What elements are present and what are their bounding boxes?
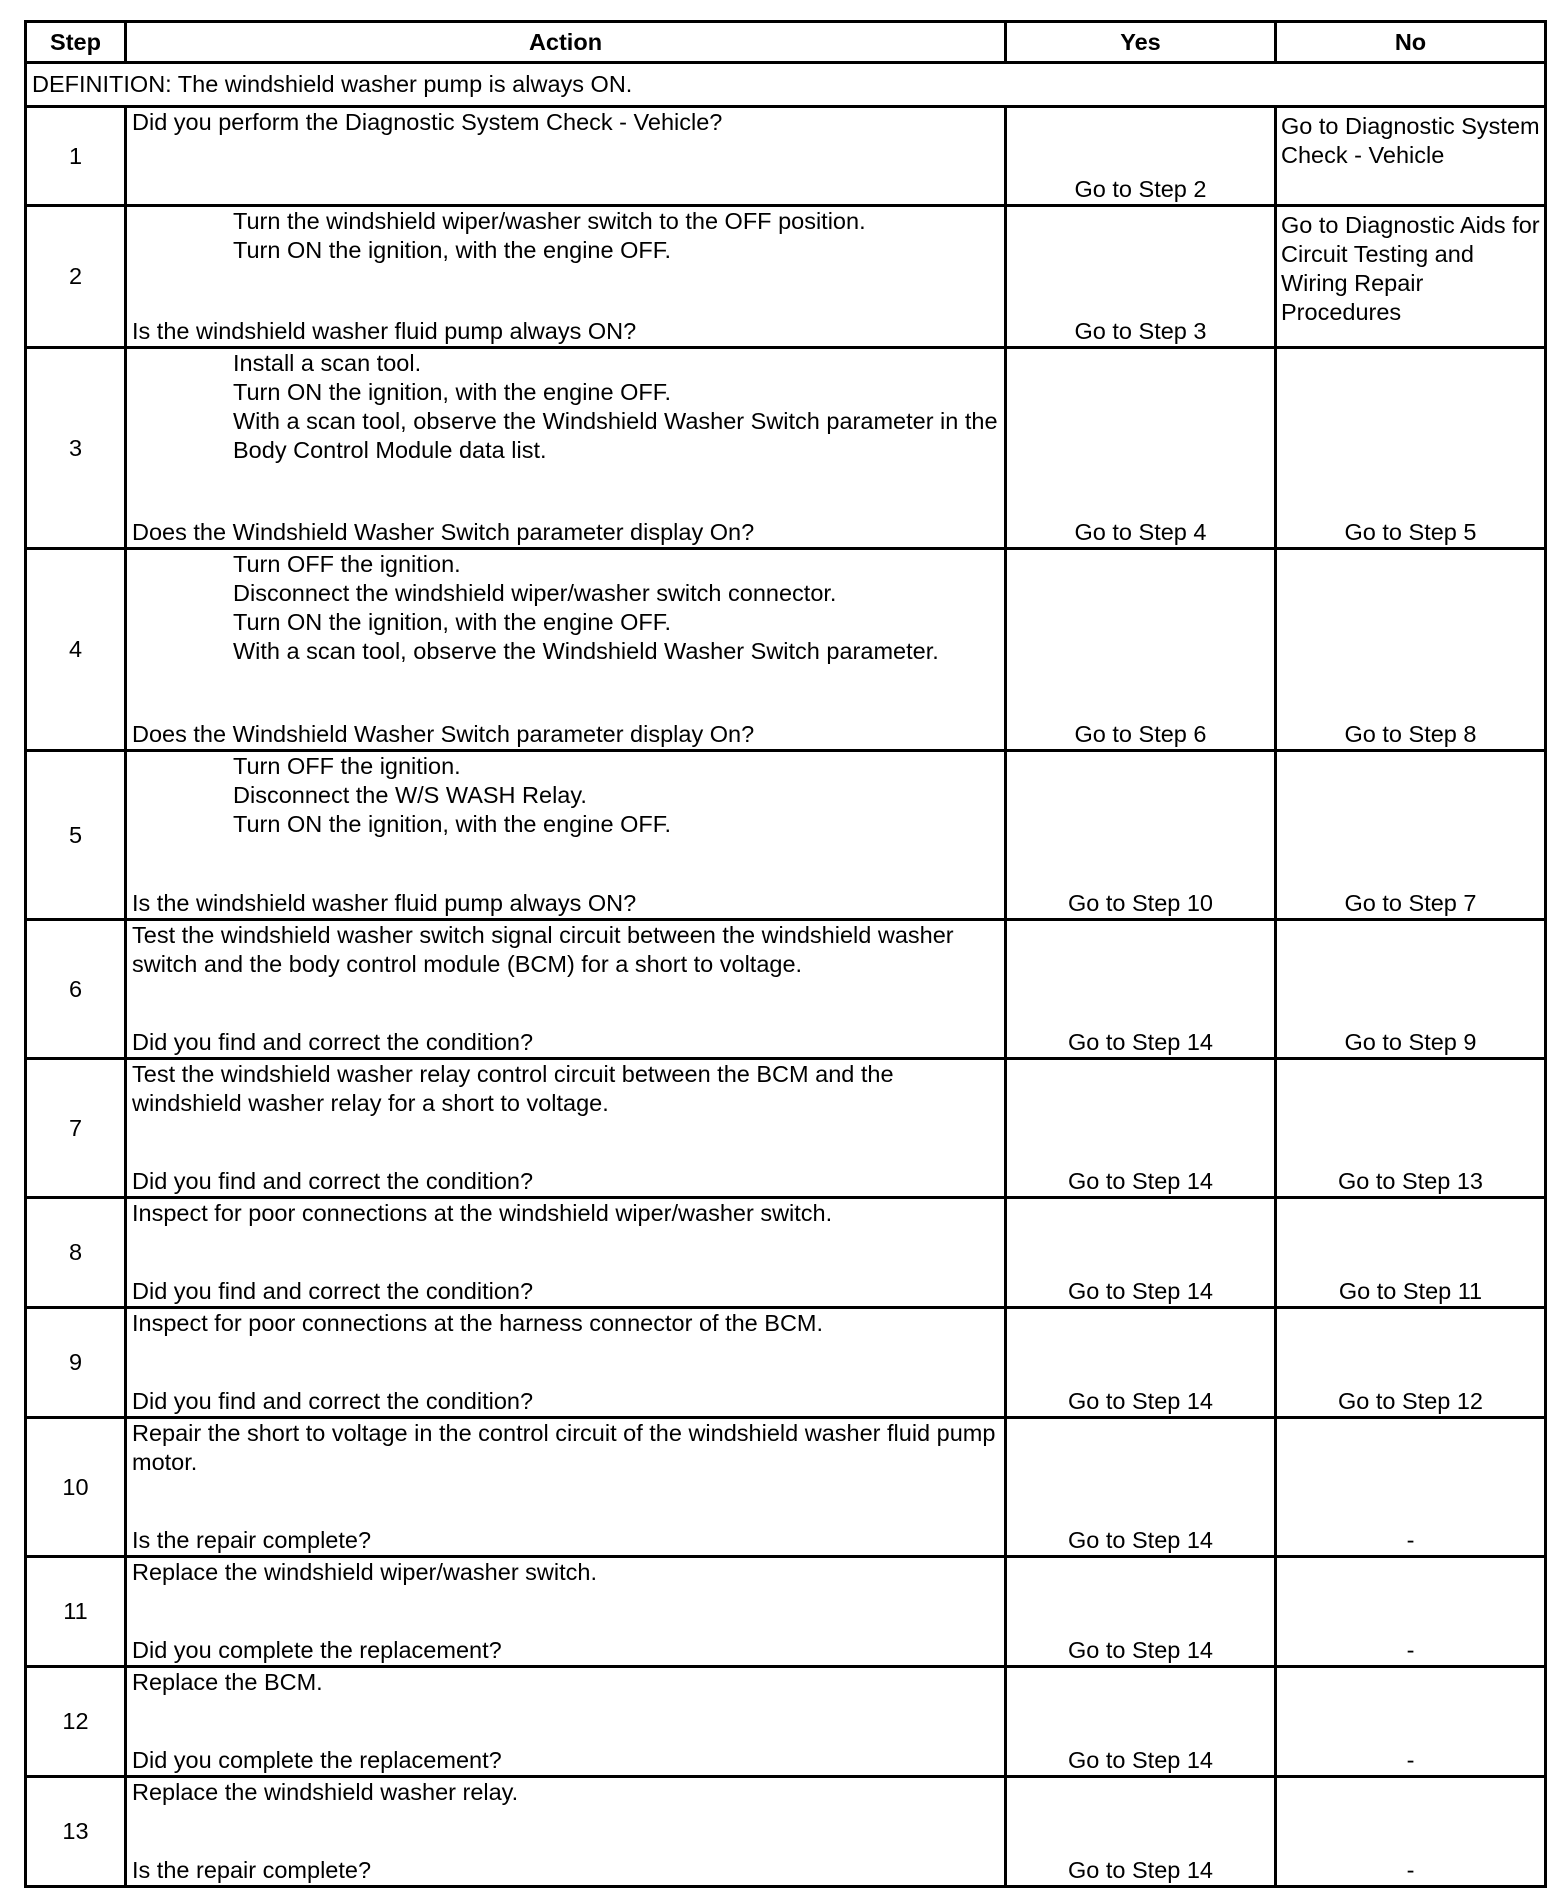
header-no: No	[1276, 22, 1546, 63]
yes-cell: Go to Step 14	[1006, 1418, 1276, 1557]
action-question: Does the Windshield Washer Switch parameter display On?	[132, 519, 755, 545]
yes-cell: Go to Step 6	[1006, 549, 1276, 751]
header-action: Action	[126, 22, 1006, 63]
no-cell: Go to Step 13	[1276, 1059, 1546, 1198]
step-number: 2	[26, 206, 126, 348]
action-question: Is the windshield washer fluid pump always ON?	[132, 318, 637, 344]
action-instruction: Disconnect the windshield wiper/washer switch connector.	[233, 580, 837, 606]
action-cell	[126, 549, 1006, 751]
action-cell	[126, 1418, 1006, 1557]
step-number: 1	[26, 107, 126, 206]
action-question: Did you find and correct the condition?	[132, 1029, 534, 1055]
action-cell	[126, 1059, 1006, 1198]
yes-cell: Go to Step 14	[1006, 1308, 1276, 1418]
table-row	[26, 1198, 1546, 1308]
action-cell	[126, 1777, 1006, 1887]
table-row	[26, 751, 1546, 920]
yes-cell: Go to Step 14	[1006, 920, 1276, 1059]
no-cell: -	[1276, 1777, 1546, 1887]
step-number: 10	[26, 1418, 126, 1557]
action-cell	[126, 1198, 1006, 1308]
definition-row	[26, 63, 1546, 107]
action-instruction: Turn ON the ignition, with the engine OFF.	[233, 379, 672, 405]
yes-cell: Go to Step 4	[1006, 348, 1276, 549]
table-row	[26, 549, 1546, 751]
header-step: Step	[26, 22, 126, 63]
action-cell	[126, 751, 1006, 920]
action-instruction: Turn ON the ignition, with the engine OFF.	[233, 811, 672, 837]
step-number: 4	[26, 549, 126, 751]
table-row	[26, 107, 1546, 206]
action-text: Repair the short to voltage in the control circuit of the windshield washer fluid pump motor.	[132, 1420, 996, 1475]
table-row	[26, 1557, 1546, 1667]
action-question: Did you find and correct the condition?	[132, 1168, 534, 1194]
step-number: 3	[26, 348, 126, 549]
action-cell	[126, 1308, 1006, 1418]
action-instruction: Disconnect the W/S WASH Relay.	[233, 782, 587, 808]
action-text: Replace the windshield washer relay.	[132, 1779, 519, 1805]
action-question: Did you complete the replacement?	[132, 1637, 502, 1663]
yes-cell: Go to Step 3	[1006, 206, 1276, 348]
no-cell: Go to Diagnostic System Check - Vehicle	[1276, 107, 1546, 206]
action-text: Test the windshield washer switch signal circuit between the windshield washer switch and the body control module (BCM) for a short to voltage.	[132, 922, 954, 977]
action-question: Did you complete the replacement?	[132, 1747, 502, 1773]
action-cell	[126, 107, 1006, 206]
action-question: Did you find and correct the condition?	[132, 1388, 534, 1414]
table-row	[26, 1418, 1546, 1557]
yes-cell: Go to Step 14	[1006, 1667, 1276, 1777]
table-row	[26, 1059, 1546, 1198]
step-number: 11	[26, 1557, 126, 1667]
action-question: Is the windshield washer fluid pump always ON?	[132, 890, 637, 916]
yes-cell: Go to Step 14	[1006, 1777, 1276, 1887]
action-instruction: Turn ON the ignition, with the engine OFF.	[233, 609, 672, 635]
action-question: Does the Windshield Washer Switch parameter display On?	[132, 721, 755, 747]
step-number: 9	[26, 1308, 126, 1418]
no-cell: Go to Step 11	[1276, 1198, 1546, 1308]
action-text: Replace the BCM.	[132, 1669, 323, 1695]
action-text: Inspect for poor connections at the harness connector of the BCM.	[132, 1310, 824, 1336]
action-cell	[126, 920, 1006, 1059]
step-number: 12	[26, 1667, 126, 1777]
action-instruction: Install a scan tool.	[233, 350, 422, 376]
yes-cell: Go to Step 14	[1006, 1059, 1276, 1198]
yes-cell: Go to Step 2	[1006, 107, 1276, 206]
table-row	[26, 1667, 1546, 1777]
no-cell: -	[1276, 1557, 1546, 1667]
no-cell: -	[1276, 1418, 1546, 1557]
action-question: Is the repair complete?	[132, 1527, 372, 1553]
no-cell: Go to Step 7	[1276, 751, 1546, 920]
no-cell: Go to Step 9	[1276, 920, 1546, 1059]
action-instruction: Turn OFF the ignition.	[233, 753, 461, 779]
action-question: Did you find and correct the condition?	[132, 1278, 534, 1304]
table-row	[26, 1777, 1546, 1887]
no-cell: Go to Step 8	[1276, 549, 1546, 751]
diagnostic-table	[24, 20, 1547, 1888]
step-number: 7	[26, 1059, 126, 1198]
table-row	[26, 348, 1546, 549]
table-row	[26, 206, 1546, 348]
definition-text: DEFINITION: The windshield washer pump is always ON.	[26, 63, 1546, 107]
action-text: Test the windshield washer relay control circuit between the BCM and the windshield washer relay for a short to voltage.	[132, 1061, 894, 1116]
step-number: 8	[26, 1198, 126, 1308]
yes-cell: Go to Step 14	[1006, 1198, 1276, 1308]
no-cell: Go to Step 5	[1276, 348, 1546, 549]
action-text: Inspect for poor connections at the windshield wiper/washer switch.	[132, 1200, 833, 1226]
header-yes: Yes	[1006, 22, 1276, 63]
yes-cell: Go to Step 14	[1006, 1557, 1276, 1667]
action-text: Replace the windshield wiper/washer switch.	[132, 1559, 597, 1585]
action-instruction: Turn OFF the ignition.	[233, 551, 461, 577]
yes-cell: Go to Step 10	[1006, 751, 1276, 920]
no-cell: Go to Diagnostic Aids for Circuit Testing and Wiring Repair Procedures	[1276, 206, 1546, 348]
header-row	[26, 22, 1546, 63]
table-row	[26, 920, 1546, 1059]
action-question: Is the repair complete?	[132, 1857, 372, 1883]
step-number: 6	[26, 920, 126, 1059]
step-number: 5	[26, 751, 126, 920]
action-text: Did you perform the Diagnostic System Check - Vehicle?	[132, 109, 723, 135]
no-cell: Go to Step 12	[1276, 1308, 1546, 1418]
no-cell: -	[1276, 1667, 1546, 1777]
table-row	[26, 1308, 1546, 1418]
action-instruction: Turn ON the ignition, with the engine OFF.	[233, 237, 672, 263]
action-cell	[126, 1557, 1006, 1667]
action-instruction: Turn the windshield wiper/washer switch to the OFF position.	[233, 208, 866, 234]
action-instruction: With a scan tool, observe the Windshield Washer Switch parameter.	[233, 638, 939, 664]
action-cell	[126, 206, 1006, 348]
action-cell	[126, 1667, 1006, 1777]
action-instruction: With a scan tool, observe the Windshield Washer Switch parameter in the Body Control Module data list.	[233, 408, 998, 463]
step-number: 13	[26, 1777, 126, 1887]
action-cell	[126, 348, 1006, 549]
